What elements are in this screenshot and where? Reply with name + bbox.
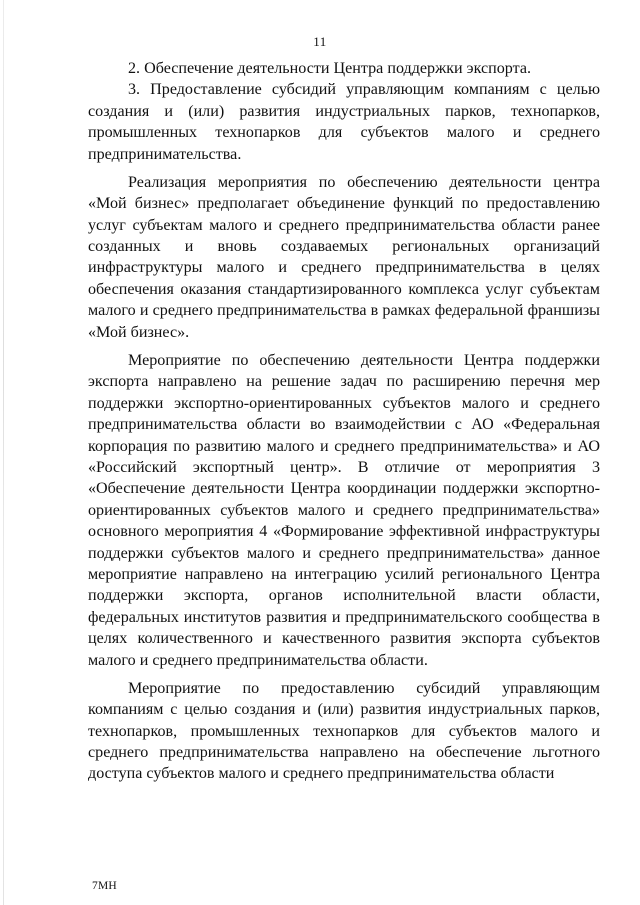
paragraph-subsidies: Мероприятие по предоставлению субсидий управляющим компаниям с целью создания и (или) развития индустриальных парков, технопарков, промышленных технопарков для субъектов малого и среднего предпринимательства направлено на обеспечение льготного доступа субъектов малого и среднего предпринимательства области	[88, 679, 600, 783]
scan-edge-decoration	[3, 0, 4, 905]
page-number: 11	[313, 34, 327, 49]
paragraph-my-business: Реализация мероприятия по обеспечению деятельности центра «Мой бизнес» предполагает объединение функций по предоставлению услуг субъектам малого и среднего предпринимательства области ранее созданных и вновь создаваемых региональных организаций инфраструктуры малого и среднего предпринимательства в целях обеспечения оказания стандартизированного комплекса услуг субъектам малого и среднего предпринимательства в рамках федеральной франшизы «Мой бизнес».	[88, 173, 600, 341]
paragraph-item-2: 2. Обеспечение деятельности Центра поддержки экспорта.	[128, 60, 532, 77]
paragraph-item-3: 3. Предоставление субсидий управляющим компаниям с целью создания и (или) развития индустриальных парков, технопарков, промышленных технопарков для субъектов малого и среднего предпринимательства.	[88, 81, 600, 163]
footer-mark: 7МН	[92, 880, 117, 892]
document-body	[88, 58, 600, 792]
paragraph-export-center: Мероприятие по обеспечению деятельности Центра поддержки экспорта направлено на решение задач по расширению перечня мер поддержки экспортно-ориентированных субъектов малого и среднего предпринимательства области во взаимодействии с АО «Федеральная корпорация по развитию малого и среднего предпринимательства» и АО «Российский экспортный центр». В отличие от мероприятия 3 «Обеспечение деятельности Центра координации поддержки экспортно-ориентированных субъектов малого и среднего предпринимательства» основного мероприятия 4 «Формирование эффективной инфраструктуры поддержки субъектов малого и среднего предпринимательства» данное мероприятие направлено на интеграцию усилий регионального Центра поддержки экспорта, органов исполнительной власти области, федеральных институтов развития и предпринимательского сообщества в целях количественного и качественного развития экспорта субъектов малого и среднего предпринимательства области.	[88, 351, 600, 669]
